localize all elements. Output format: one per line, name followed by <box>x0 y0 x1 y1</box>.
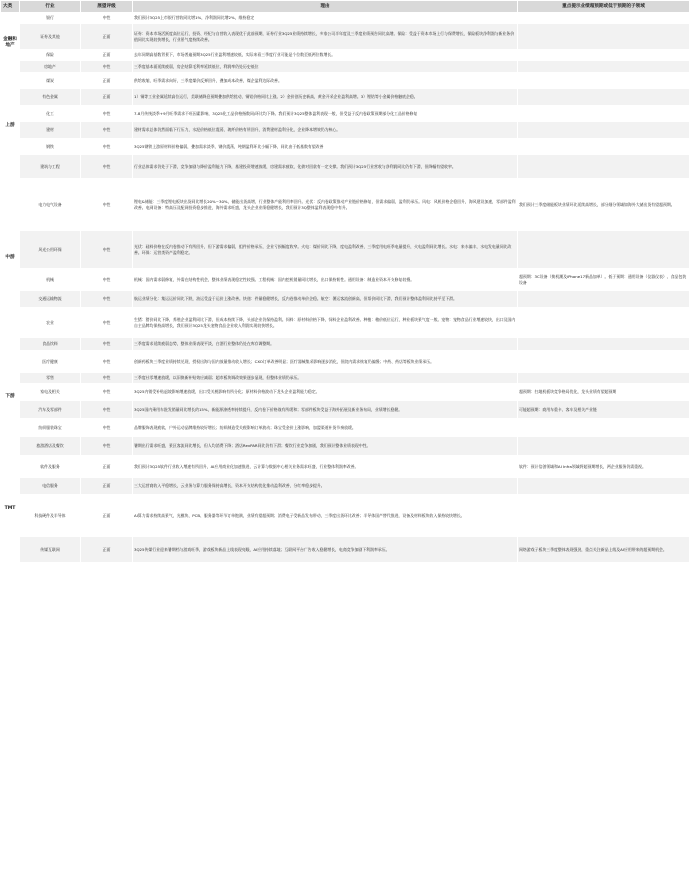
industry-cell: 证券及其他 <box>20 24 81 50</box>
focus-cell <box>518 50 689 61</box>
industry-cell: 建材 <box>20 122 81 139</box>
focus-cell <box>518 106 689 122</box>
industry-cell: 钢铁 <box>20 139 81 155</box>
industry-cell: 建筑与工程 <box>20 155 81 179</box>
focus-cell <box>518 338 689 351</box>
reason-cell: 品牌服饰表现疲软，户外运动品牌维持较好增长；纺织制造受关税影响订单波动；珠宝受金价上涨影响，加盟渠道补货节奏放缓。 <box>133 419 518 437</box>
reason-cell: 航运业绩分化：集运运价同比下跌，油运受益于运价上涨改善。快递：件量稳健增长，反内卷推动单价企稳。航空：暑运客流创新高，但票价同比下滑，我们预计整体盈利同比持平至下滑。 <box>133 291 518 308</box>
table-row <box>1 419 689 437</box>
focus-cell <box>518 61 689 73</box>
focus-cell <box>518 231 689 269</box>
industry-cell: 科技硬件及半导体 <box>20 495 81 537</box>
header-industry: 行业 <box>20 1 81 13</box>
reason-cell: 3Q25钢铁上游原材料价格偏弱，叠加需求淡季，钢价震荡，吨钢盈利环比小幅下降，同比由于低基数有望改善 <box>133 139 518 155</box>
focus-cell: 超预期：3C设备（换机潮及iPhone17新品加单）。低于预期：通用设备（仪器仪表）、食品包装设备 <box>518 269 689 291</box>
header-rating: 展望评级 <box>81 1 133 13</box>
table-header-row <box>1 1 689 13</box>
rating-cell: 中性 <box>81 384 133 401</box>
table-row <box>1 291 689 308</box>
table-row <box>1 308 689 338</box>
focus-cell <box>518 478 689 495</box>
reason-cell: 供给收缩，旺季需求向好，三季度煤价反弹回升，叠加成本改善，煤企盈利边际改善。 <box>133 73 518 89</box>
reason-cell: 光伏：硅料价格在反内卷推动下有所回升，但下游需求偏弱，组件价格承压，企业亏损幅度收窄。火电：煤价同比下降，度电盈利改善，三季度用电旺季电量提升，火电盈利同比增长。水电：来水偏丰，水电发电量同比改善。环保：运营类资产盈利稳定。 <box>133 231 518 269</box>
table-row <box>1 106 689 122</box>
category-cell: 中游 <box>1 179 20 338</box>
rating-cell: 中性 <box>81 401 133 419</box>
reason-cell: 3Q25国内乘用车批发销量同比增长约15%，新能源渗透率持续提升，反内卷下价格战有所缓和；零部件板块受益于海外拓展及新业务布局，业绩增长稳健。 <box>133 401 518 419</box>
focus-cell: 可能超预期：商用车重卡、客车及相关产业链 <box>518 401 689 419</box>
rating-cell: 中性 <box>81 338 133 351</box>
industry-cell: 风光公用环保 <box>20 231 81 269</box>
reason-cell: 生猪：猪价同比下降，养殖企业盈利同比下滑，但成本持续下降，头部企业仍保持盈利。饲料：原材料价格下降，饲料企业盈利改善。种植：粮价低位运行，种业板块景气度一般。宠物：宠物食品行业增速较快，出口及国内自主品牌均保持高增长，我们预计3Q25龙头宠物食品企业收入利润实现较快增长。 <box>133 308 518 338</box>
focus-cell <box>518 13 689 24</box>
reason-cell: 3Q25内销受补贴退坡影响增速放缓，出口受关税影响有所分化；原材料价格波动下龙头企业盈利能力稳定。 <box>133 384 518 401</box>
industry-cell: 化工 <box>20 106 81 122</box>
focus-cell: 软件：预计信创领域和AI Infra领域将超预期增长，两企业服务仍需重视。 <box>518 456 689 478</box>
table-row <box>1 478 689 495</box>
rating-cell: 中性 <box>81 308 133 338</box>
focus-cell <box>518 495 689 537</box>
reason-cell: 创新药板块三季度业绩持续兑现，授权出海与国内放量推动收入增长；CXO订单改善明显；医疗器械集采影响逐步消化，但院内需求恢复仍偏慢；中药、药店等板块业绩承压。 <box>133 351 518 373</box>
table-row <box>1 495 689 537</box>
reason-cell: 三季度需求延续疲弱态势，整体业绩表现平淡，白酒行业整体仍处在库存调整期。 <box>133 338 518 351</box>
table-row <box>1 13 689 24</box>
focus-cell <box>518 373 689 384</box>
rating-cell: 正面 <box>81 24 133 50</box>
industry-cell: 医疗健康 <box>20 351 81 373</box>
focus-cell <box>518 291 689 308</box>
industry-cell: 农业 <box>20 308 81 338</box>
focus-cell <box>518 24 689 50</box>
rating-cell: 中性 <box>81 231 133 269</box>
industry-cell: 银行 <box>20 13 81 24</box>
reason-cell: 行业总体需求仍处于下滑，竞争加剧与降价盈利能力下降，基建投资增速放缓，房建需求疲软，化债对回款有一定支撑。我们预计3Q25行业营收与净利润同比仍有下滑，但降幅有望收窄。 <box>133 155 518 179</box>
focus-cell <box>518 139 689 155</box>
rating-cell: 正面 <box>81 89 133 106</box>
reason-cell: 证券：资本市场活跃度高位运行，投资、经纪与自营收入表现优于此前预期，证券行业3Q25业绩持续增长，多家公司半年度及三季度业绩预告同比高增。保险：受益于资本市场上行与保费增长，保险板块净利润与新业务价值同比实现较快增长，行业景气度持续改善。 <box>133 24 518 50</box>
focus-cell <box>518 437 689 456</box>
industry-cell: 保险 <box>20 50 81 61</box>
table-row <box>1 351 689 373</box>
industry-cell: 传媒互联网 <box>20 537 81 563</box>
industry-cell: 机械 <box>20 269 81 291</box>
focus-cell: 我们预计三季度储能板块业绩环比延续高增长，部分细分领域如海外大储出货有望超预期。 <box>518 179 689 231</box>
category-cell: 上游 <box>1 73 20 179</box>
industry-cell: 煤炭 <box>20 73 81 89</box>
table-row <box>1 73 689 89</box>
focus-cell <box>518 351 689 373</box>
focus-cell <box>518 73 689 89</box>
table-row <box>1 373 689 384</box>
rating-cell: 中性 <box>81 291 133 308</box>
table-row <box>1 89 689 106</box>
reason-cell: 三大运营商收入平稳增长，云业务与算力服务保持高增长，资本开支结构优化推动盈利改善，分红率稳步提升。 <box>133 478 518 495</box>
rating-cell: 中性 <box>81 373 133 384</box>
category-cell: TMT <box>1 456 20 563</box>
rating-cell: 中性 <box>81 13 133 24</box>
industry-cell: 软件及服务 <box>20 456 81 478</box>
reason-cell: 1）铜等工业金属延续高位运行，美联储降息预期叠加供给扰动，铜铝价格同比上涨。2）金价创历史新高，黄金开采企业盈利高增。3）锂钴等小金属价格触底企稳。 <box>133 89 518 106</box>
table-row <box>1 231 689 269</box>
industry-cell: 纺织服装珠宝 <box>20 419 81 437</box>
rating-cell: 中性 <box>81 61 133 73</box>
industry-cell: 有色金属 <box>20 89 81 106</box>
table-row <box>1 50 689 61</box>
reason-cell: 去年同期高基数背景下，市场普遍预期3Q25行业盈利增速较低，实际来看三季度行业可能是个位数至低两位数增长。 <box>133 50 518 61</box>
reason-cell: 锂电&储能：三季度锂电板块出货同比增长20%~30%，储能出货高增，行业整体产能利用率回升。光伏：反内卷政策推动产业链价格修复，但需求偏弱，盈利仍承压。风电：风机价格企稳回升，海风建设加速，零部件盈利改善。电网设备：特高压及配网投资稳步推进，海外需求旺盛，龙头企业业绩稳健增长，我们预计3Q整体盈利表现稳中有升。 <box>133 179 518 231</box>
table-row <box>1 61 689 73</box>
table-row <box>1 179 689 231</box>
rating-cell: 中性 <box>81 106 133 122</box>
table-row <box>1 537 689 563</box>
header-focus: 重点提示业绩超预期或低于预期的子领域 <box>518 1 689 13</box>
table-row <box>1 155 689 179</box>
industry-cell: 电力电气设备 <box>20 179 81 231</box>
industry-cell: 旅游酒店及餐饮 <box>20 437 81 456</box>
rating-cell: 正面 <box>81 478 133 495</box>
industry-cell: 汽车及零部件 <box>20 401 81 419</box>
table-row <box>1 437 689 456</box>
header-category: 大类 <box>1 1 20 13</box>
reason-cell: 建材需求总体仍然面临下行压力，水泥价格低位震荡，玻纤价格有所回升，消费建材盈利分化，企业降本增效仍为核心。 <box>133 122 518 139</box>
focus-cell <box>518 155 689 179</box>
rating-cell: 正面 <box>81 495 133 537</box>
reason-cell: 我们预计3Q25上市银行营收同比增1%，净利润同比增2%，维持稳定 <box>133 13 518 24</box>
category-cell: 金融和地产 <box>1 13 20 73</box>
rating-cell: 中性 <box>81 139 133 155</box>
rating-cell: 中性 <box>81 155 133 179</box>
table-row <box>1 269 689 291</box>
focus-cell <box>518 89 689 106</box>
reason-cell: 暑期出行需求旺盛，景区客流同比增长，但人均消费下降；酒店RevPAR同比仍有下滑；餐饮行业竞争加剧，我们预计整体业绩表现中性。 <box>133 437 518 456</box>
table-row <box>1 401 689 419</box>
rating-cell: 正面 <box>81 73 133 89</box>
rating-cell: 中性 <box>81 269 133 291</box>
focus-cell <box>518 419 689 437</box>
rating-cell: 中性 <box>81 351 133 373</box>
table-body <box>1 13 689 563</box>
industry-cell: 电信服务 <box>20 478 81 495</box>
table-row <box>1 122 689 139</box>
rating-cell: 中性 <box>81 179 133 231</box>
rating-cell: 中性 <box>81 419 133 437</box>
rating-cell: 中性 <box>81 437 133 456</box>
reason-cell: 三季度社零增速放缓，以旧换新补贴效应减弱；超市板块调改效果逐步显现，但整体业绩仍承压。 <box>133 373 518 384</box>
rating-cell: 正面 <box>81 537 133 563</box>
table-row <box>1 338 689 351</box>
category-cell: 下游 <box>1 338 20 456</box>
reason-cell: 机械：国内需求弱修复，外需在结构性机会，整体业绩表现稳定性较强。工程机械：国内挖机销量同比增长，出口保持韧性。通用设备：制造业资本开支修复较慢。 <box>133 269 518 291</box>
table-row <box>1 384 689 401</box>
reason-cell: AI算力需求持续高景气，光模块、PCB、服务器等环节订单饱满，业绩有望超预期；消费电子受新品发布带动，三季度出货环比改善；半导体国产替代推进，设备及材料板块收入保持较快增长。 <box>133 495 518 537</box>
table-row <box>1 139 689 155</box>
industry-cell: 食品饮料 <box>20 338 81 351</box>
reason-cell: 我们预计3Q25软件行业收入增速有所回升，AI应用商业化加速推进，云计算与数据中心相关业务需求旺盛，行业整体利润率改善。 <box>133 456 518 478</box>
header-reason: 理由 <box>133 1 518 13</box>
table-row <box>1 24 689 50</box>
industry-cell: 家电及相关 <box>20 384 81 401</box>
table-row <box>1 456 689 478</box>
focus-cell: 超预期：扫地机板块竞争格局优化，龙头业绩有望超预期 <box>518 384 689 401</box>
reason-cell: 三季度基本面延续疲弱，房企结算毛利率延续低位，利润率仍处历史低位 <box>133 61 518 73</box>
focus-cell <box>518 122 689 139</box>
rating-cell: 正面 <box>81 456 133 478</box>
reason-cell: 3Q25传媒行业迎来暑期档与游戏旺季，游戏板块新品上线表现亮眼，AI应用持续落地；互联网平台广告收入稳健增长，电商竞争加剧下利润率承压。 <box>133 537 518 563</box>
industry-cell: 交通运输物流 <box>20 291 81 308</box>
industry-cell: 零售 <box>20 373 81 384</box>
rating-cell: 中性 <box>81 122 133 139</box>
reason-cell: 7-8月传统淡季+9月旺季需求不旺因素影响，3Q25化工品价格指数同/环比均下降。我们预计3Q25整体盈利表现一般，但受益于反内卷政策预期部分化工品价格修复 <box>133 106 518 122</box>
rating-cell: 正面 <box>81 50 133 61</box>
focus-cell <box>518 308 689 338</box>
industry-cell: 房地产 <box>20 61 81 73</box>
focus-cell: 网络游戏子板块三季度整体表现强劲，重点关注新品上线及AI应用带来的超预期机会。 <box>518 537 689 563</box>
